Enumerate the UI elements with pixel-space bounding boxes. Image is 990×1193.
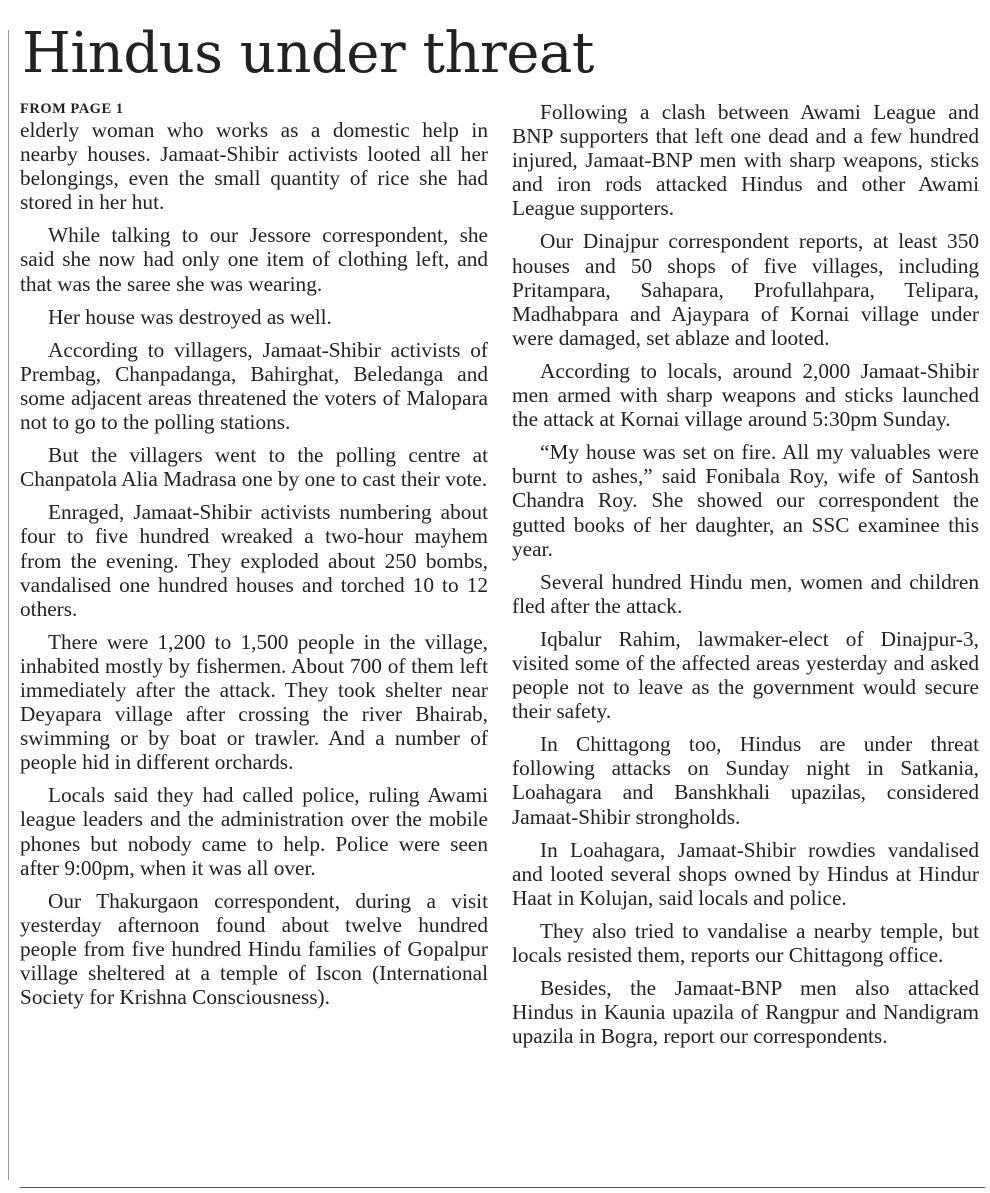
paragraph: In Chittagong too, Hindus are under threat following attacks on Sunday night in Satkania, Loahagara and Banshkhali upazilas, considered Jamaat-Shibir strongholds. [512, 732, 979, 829]
left-column [20, 100, 488, 1018]
paragraph: Her house was destroyed as well. [48, 304, 332, 329]
right-column [512, 100, 979, 1057]
paragraph: Following a clash between Awami League and BNP supporters that left one dead and a few hundred injured, Jamaat-BNP men with sharp weapons, sticks and iron rods attacked Hindus and other Awami League supporters. [512, 100, 979, 221]
paragraph: While talking to our Jessore correspondent, she said she now had only one item of clothing left, and that was the saree she was wearing. [20, 223, 488, 296]
paragraph: Several hundred Hindu men, women and children fled after the attack. [512, 569, 979, 618]
paragraph: Our Dinajpur correspondent reports, at least 350 houses and 50 shops of five villages, including Pritampara, Sahapara, Profullahpara, Telipara, Madhabpara and Ajaypara of Kornai village under were damaged, set ablaze and looted. [512, 229, 979, 350]
jump-line: FROM PAGE 1 [20, 101, 124, 117]
paragraph: Enraged, Jamaat-Shibir activists numbering about four to five hundred wreaked a two-hour mayhem from the evening. They exploded about 250 bombs, vandalised one hundred houses and torched 10 to 12 others. [20, 500, 488, 621]
paragraph: According to locals, around 2,000 Jamaat-Shibir men armed with sharp weapons and sticks launched the attack at Kornai village around 5:30pm Sunday. [512, 358, 979, 432]
paragraph: “My house was set on fire. All my valuables were burnt to ashes,” said Fonibala Roy, wife of Santosh Chandra Roy. She showed our correspondent the gutted books of her daughter, an SSC examinee this year. [512, 440, 979, 561]
paragraph: elderly woman who works as a domestic help in nearby houses. Jamaat-Shibir activists looted all her belongings, even the small quantity of rice she had stored in her hut. [20, 118, 488, 215]
headline: Hindus under threat [22, 21, 594, 86]
paragraph: Iqbalur Rahim, lawmaker-elect of Dinajpur-3, visited some of the affected areas yesterday and asked people not to leave as the government would secure their safety. [512, 626, 979, 724]
paragraph: They also tried to vandalise a nearby temple, but locals resisted them, reports our Chittagong office. [512, 918, 979, 967]
left-column-rule [8, 30, 9, 1180]
paragraph: There were 1,200 to 1,500 people in the village, inhabited mostly by fishermen. About 700 of them left immediately after the attack. They took shelter near Deyapara village after crossing the river Bhairab, swimming or by boat or trawler. And a number of people hid in different orchards. [20, 629, 488, 775]
paragraph: In Loahagara, Jamaat-Shibir rowdies vandalised and looted several shops owned by Hindus at Hindur Haat in Kolujan, said locals and police. [512, 837, 979, 910]
paragraph: But the villagers went to the polling centre at Chanpatola Alia Madrasa one by one to cast their vote. [20, 443, 488, 492]
paragraph: Locals said they had called police, ruling Awami league leaders and the administration over the mobile phones but nobody came to help. Police were seen after 9:00pm, when it was all over. [20, 783, 488, 880]
paragraph: According to villagers, Jamaat-Shibir activists of Prembag, Chanpadanga, Bahirghat, Beledanga and some adjacent areas threatened the voters of Malopara not to go to the polling stations. [20, 337, 488, 435]
paragraph: Our Thakurgaon correspondent, during a visit yesterday afternoon found about twelve hundred people from five hundred Hindu families of Gopalpur village sheltered at a temple of Iscon (International Society for Krishna Consciousness). [20, 888, 488, 1010]
paragraph: Besides, the Jamaat-BNP men also attacked Hindus in Kaunia upazila of Rangpur and Nandigram upazila in Bogra, report our correspondents. [512, 976, 979, 1049]
bottom-rule [20, 1187, 985, 1188]
